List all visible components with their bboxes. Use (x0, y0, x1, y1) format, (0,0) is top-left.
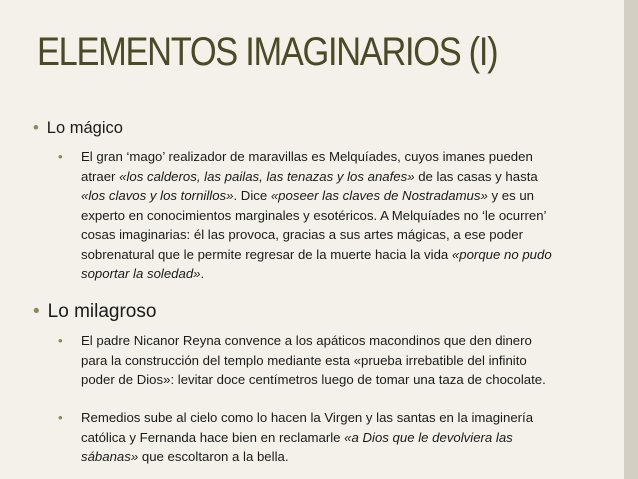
section-heading-label: Lo milagroso (47, 301, 157, 322)
list-item-nicanor (58, 331, 558, 390)
section-heading-label: Lo mágico (46, 119, 123, 137)
list-item-text: El padre Nicanor Reyna convence a los apáticos macondinos que den dinero para la construcción del templo mediante esta «prueba irrebatible del infinito poder de Dios»: levitar doce centímetros luego de tomar una taza de chocolate. (81, 333, 546, 387)
bullet-icon: • (58, 410, 63, 425)
list-item-text: El gran ‘mago’ realizador de maravillas es Melquíades, cuyos imanes pueden atraer «los calderos, las pailas, las tenazas y los anafes» de las casas y hasta «los clavos y los tornillos». Dice «poseer las claves de Nostradamus» y es un experto en conocimientos marginales y esotéricos. A Melquíades no ‘le ocurren’ cosas imaginarias: él las provoca, gracias a sus artes mágicas, a ese poder sobrenatural que le permite regresar de la muerte hacia la vida «porque no pudo soportar la soledad». (81, 149, 552, 281)
bullet-icon: • (58, 149, 63, 164)
section-heading-milagroso (33, 302, 156, 322)
bullet-icon: • (33, 119, 39, 137)
bullet-icon: • (33, 301, 40, 322)
bullet-icon: • (58, 333, 63, 348)
slide-title: ELEMENTOS IMAGINARIOS (I) (37, 30, 498, 74)
list-item-remedios (58, 408, 558, 467)
section-heading-magico (33, 118, 123, 138)
list-item-melquiades (58, 147, 558, 284)
list-item-text: Remedios sube al cielo como lo hacen la Virgen y las santas en la imaginería católica y Fernanda hace bien en reclamarle «a Dios que le devolviera las sábanas» que escoltaron a la bella. (81, 410, 534, 464)
decorative-side-band (624, 0, 638, 479)
